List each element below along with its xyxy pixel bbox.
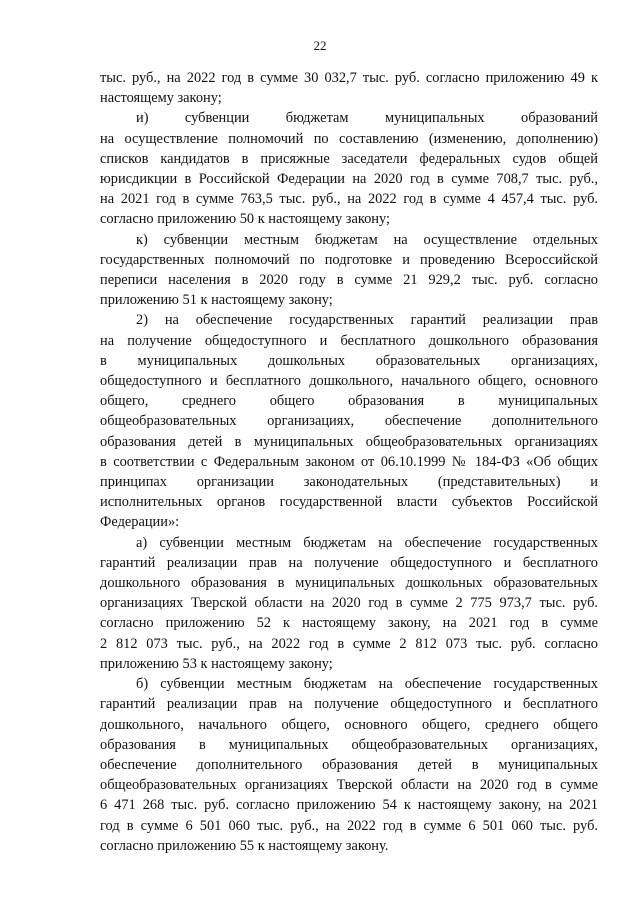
- text-line: Федерации»:: [100, 514, 180, 531]
- text-line: списков кандидатов в присяжные заседатели федеральных судов общей: [100, 150, 598, 167]
- text-line: 2 812 073 тыс. руб., на 2022 год в сумме 2 812 073 тыс. руб. согласно: [100, 635, 598, 652]
- text-line: государственных полномочий по подготовке и проведению Всероссийской: [100, 251, 598, 268]
- text-line: общего, среднего общего образования в муниципальных: [100, 393, 598, 410]
- text-line: гарантий реализации прав на получение общедоступного и бесплатного: [100, 554, 598, 571]
- text-line: юрисдикции в Российской Федерации на 2020 год в сумме 708,7 тыс. руб.,: [100, 171, 598, 188]
- text-line: 2) на обеспечение государственных гарантий реализации прав: [136, 312, 598, 329]
- page-number: 22: [313, 38, 327, 53]
- text-line: согласно приложению 55 к настоящему закону.: [100, 837, 389, 854]
- text-line: переписи населения в 2020 году в сумме 21 929,2 тыс. руб. согласно: [100, 272, 598, 289]
- text-line: согласно приложению 50 к настоящему закону;: [100, 211, 391, 228]
- text-line: на получение общедоступного и бесплатного дошкольного образования: [100, 332, 598, 349]
- text-line: общеобразовательных организациях, обеспечение дополнительного: [100, 413, 598, 430]
- text-line: приложению 53 к настоящему закону;: [100, 655, 333, 672]
- text-line: год в сумме 6 501 060 тыс. руб., на 2022 год в сумме 6 501 060 тыс. руб.: [100, 817, 598, 834]
- paragraph: [100, 230, 598, 311]
- text-line: настоящему закону;: [100, 90, 222, 107]
- text-line: образования детей в муниципальных общеобразовательных организациях: [100, 433, 598, 450]
- text-line: гарантий реализации прав на получение общедоступного и бесплатного: [100, 696, 598, 713]
- text-line: к) субвенции местным бюджетам на осуществление отдельных: [136, 231, 598, 248]
- text-line: принципах организации законодательных (представительных) и: [100, 474, 598, 491]
- text-line: 6 471 268 тыс. руб. согласно приложению 54 к настоящему закону, на 2021: [100, 797, 598, 814]
- text-line: в муниципальных дошкольных образовательных организациях,: [100, 352, 598, 369]
- paragraph: [100, 674, 598, 856]
- text-line: организациях Тверской области на 2020 год в сумме 2 775 973,7 тыс. руб.: [100, 595, 598, 612]
- paragraph: [100, 68, 598, 108]
- text-line: общеобразовательных организациях Тверской области на 2020 год в сумме: [100, 777, 598, 794]
- text-line: дошкольного, начального общего, основного общего, среднего общего: [100, 716, 598, 733]
- text-line: и) субвенции бюджетам муниципальных образований: [136, 110, 598, 127]
- text-line: обеспечение дополнительного образования детей в муниципальных: [100, 756, 598, 773]
- document-body: [100, 68, 598, 856]
- text-line: образования в муниципальных общеобразовательных организациях,: [100, 736, 598, 753]
- text-line: исполнительных органов государственной власти субъектов Российской: [100, 494, 598, 511]
- text-line: б) субвенции местным бюджетам на обеспечение государственных: [136, 676, 598, 693]
- paragraph: [100, 533, 598, 674]
- paragraph: [100, 310, 598, 532]
- text-line: дошкольного образования в муниципальных дошкольных образовательных: [100, 575, 598, 592]
- text-line: общедоступного и бесплатного дошкольного, начального общего, основного: [100, 373, 598, 390]
- text-line: согласно приложению 52 к настоящему закону, на 2021 год в сумме: [100, 615, 598, 632]
- text-line: а) субвенции местным бюджетам на обеспечение государственных: [136, 534, 598, 551]
- text-line: в соответствии с Федеральным законом от 06.10.1999 № 184-ФЗ «Об общих: [100, 453, 598, 470]
- text-line: приложению 51 к настоящему закону;: [100, 292, 333, 309]
- text-line: тыс. руб., на 2022 год в сумме 30 032,7 тыс. руб. согласно приложению 49 к: [100, 70, 598, 86]
- text-line: на 2021 год в сумме 763,5 тыс. руб., на 2022 год в сумме 4 457,4 тыс. руб.: [100, 191, 598, 208]
- paragraph: [100, 108, 598, 229]
- text-line: на осуществление полномочий по составлению (изменению, дополнению): [100, 130, 598, 147]
